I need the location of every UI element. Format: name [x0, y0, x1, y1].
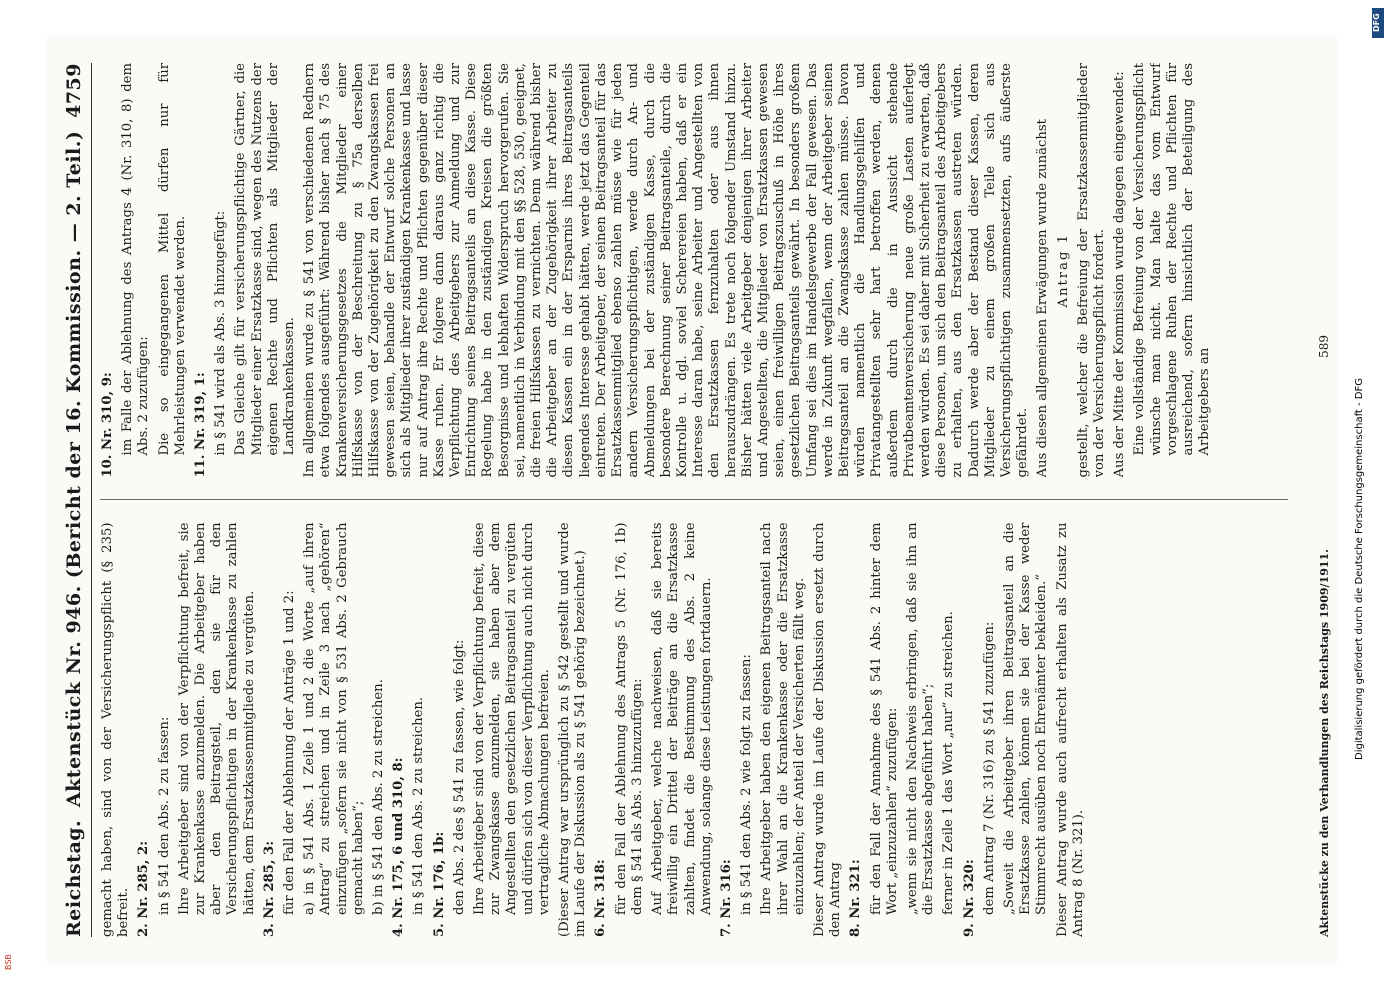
paragraph: „wenn sie nicht den Nachweis erbringen, daß sie ihn an die Ersatzkasse abgeführt haben“; — [904, 522, 937, 915]
footer-page-signature: 589 — [1317, 335, 1331, 358]
paragraph: Aus diesen allgemeinen Erwägungen wurde zunächst — [1035, 119, 1051, 478]
paragraph: ferner in Zeile 1 das Wort „nur“ zu streichen. — [941, 611, 957, 915]
paragraph: 5. Nr. 176, 1b: — [431, 831, 447, 937]
paragraph: „Soweit die Arbeitgeber ihren Beitragsanteil an die Ersatzkasse zahlen, können sie bei der Kasse weder Stimmrecht ausüben noch Ehrenämter bekleiden.“ — [1001, 522, 1050, 915]
paragraph: in § 541 wird als Abs. 3 hinzugefügt: — [213, 210, 229, 456]
paragraph: 6. Nr. 318: — [593, 859, 609, 937]
paragraph: 11. Nr. 319, 1: — [193, 372, 209, 478]
paragraph: 9. Nr. 320: — [961, 859, 977, 937]
paragraph: 7. Nr. 316: — [718, 859, 734, 937]
paragraph: 10. Nr. 310, 9: — [100, 372, 115, 478]
dfg-logo: DFG — [1372, 8, 1384, 38]
rotated-document-page — [47, 35, 1337, 965]
paragraph: Antrag 1 — [1055, 233, 1071, 308]
paragraph: für den Fall der Annahme des § 541 Abs. 2 hinter dem Wort „einzuzahlen“ zuzufügen: — [868, 522, 900, 915]
paragraph: b) in § 541 den Abs. 2 zu streichen. — [371, 679, 387, 915]
paragraph: Ihre Arbeitgeber sind von der Verpflichtung befreit, sie zur Krankenkasse anzumelden. Die Arbeitgeber haben aber den Beitragsteil, den sie für den Versicherungspflichtigen in der Krankenkasse zu zahlen hätten, dem Ersatzkassenmitgliede zu vergüten. — [176, 522, 257, 915]
paragraph: Das Gleiche gilt für versicherungspflichtige Gärtner, die Mitglieder einer Ersatzkasse sind, wegen des Nutzens der eigenen Rechte und Pflichten als Mitglieder der Landkrankenkassen. — [233, 63, 298, 456]
scan-id: BSB — [4, 954, 13, 970]
dfg-credit-text: Digitalisierung gefördert durch die Deutsche Forschungsgemeinschaft - DFG — [1354, 377, 1365, 760]
paragraph: im Falle der Ablehnung des Antrags 4 (Nr. 310, 8) dem Abs. 2 zuzufügen: — [120, 63, 152, 456]
paragraph: Dieser Antrag wurde im Laufe der Diskussion ersetzt durch den Antrag — [811, 522, 844, 937]
column-divider — [100, 500, 1288, 501]
footer-left: Aktenstücke zu den Verhandlungen des Reichstags 1909/1911. — [1318, 549, 1331, 937]
paragraph: a) in § 541 Abs. 1 Zeile 1 und 2 die Worte „auf ihren Antrag“ zu streichen und in Zeile 3 nach „gehören“ einzufügen „sofern sie nicht von § 531 Abs. 2 Gebrauch gemacht haben“; — [302, 522, 366, 915]
paragraph: den Abs. 2 des § 541 zu fassen, wie folgt: — [451, 639, 467, 915]
paragraph: 2. Nr. 285, 2: — [136, 840, 152, 937]
paragraph: 8. Nr. 321: — [848, 859, 864, 937]
paragraph: Ihre Arbeitgeber sind von der Verpflichtung befreit, diese zur Zwangskasse anzumelden, sie haben aber dem Angestellten den gesetzlichen Beitragsanteil zu vergüten und dürfen sich von dieser Verpflichtung auch nicht durch vertragliche Abmachungen befreien. — [472, 522, 552, 915]
paragraph: in § 541 den Abs. 2 zu fassen: — [156, 716, 172, 915]
paragraph: Aus der Mitte der Kommission wurde dagegen eingewendet: — [1112, 71, 1128, 478]
paragraph: gemacht haben, sind von der Versicherungspflicht (§ 235) befreit. — [100, 522, 132, 937]
paragraph: Ihre Arbeitgeber haben den eigenen Beitragsanteil nach ihrer Wahl an die Krankenkasse oder die Ersatzkasse einzuzahlen; der Anteil der Versicherten fällt weg. — [759, 522, 807, 915]
paragraph: in § 541 den Abs. 2 zu streichen. — [411, 696, 427, 915]
paragraph: in § 541 den Abs. 2 wie folgt zu fassen: — [739, 654, 755, 915]
header-left: Reichstag. — [63, 819, 85, 937]
paragraph: 4. Nr. 175, 6 und 310, 8: — [391, 757, 407, 937]
paragraph: gestellt, welcher die Befreiung der Ersatzkassenmitglieder von der Versicherungspflicht fordert. — [1075, 63, 1107, 478]
left-column — [100, 523, 1288, 938]
header-title: Aktenstück Nr. 946. (Bericht der 16. Kommission. — 2. Teil.) — [63, 130, 85, 808]
paragraph: für den Fall der Ablehnung der Anträge 1 und 2: — [282, 590, 298, 915]
paragraph: für den Fall der Ablehnung des Antrags 5 (Nr. 176, 1b) dem § 541 als Abs. 3 hinzuzufügen: — [613, 522, 645, 915]
paragraph: 3. Nr. 285, 3: — [261, 840, 277, 937]
paragraph: Eine vollständige Befreiung von der Versicherungspflicht wünsche man nicht. Man halte das vom Entwurf vorgeschlagene Ruhen der Rechte und Pflichten für ausreichend, sofern hinsichtlich der Beteiligung des Arbeitgebers an — [1132, 63, 1213, 456]
paragraph: Dieser Antrag wurde auch aufrecht erhalten als Zusatz zu Antrag 8 (Nr. 321). — [1054, 522, 1086, 937]
right-column — [100, 63, 1288, 478]
text-columns — [100, 63, 1288, 937]
page-number: 4759 — [63, 63, 85, 118]
dfg-credit — [1354, 377, 1366, 760]
paragraph: Auf Arbeitgeber, welche nachweisen, daß sie bereits freiwillig ein Drittel der Beiträge an die Ersatzkasse zahlten, findet die Bestimmung des Abs. 2 keine Anwendung, solange diese Leistungen fortdauern. — [650, 522, 714, 915]
paragraph: dem Antrag 7 (Nr. 316) zu § 541 zuzufügen: — [981, 621, 997, 915]
paragraph: Im allgemeinen wurde zu § 541 von verschiedenen Rednern etwa folgendes ausgeführt: Während bisher nach § 75 des Krankenversicherungsgesetzes die Mitglieder einer Hilfskasse von der Beschreitung zu § 75a derselben Hilfskasse von der Zugehörigkeit zu den Zwangskassen frei gewesen seien, behandle der Entwurf solche Personen an sich als Mitglieder ihrer zuständigen Krankenkasse und lasse nur auf Antrag ihre Rechte und Pflichten gegenüber dieser Kasse ruhen. Er folgere dann daraus ganz richtig die Verpflichtung des Arbeitgebers zur Anmeldung und zur Entrichtung seines Beitragsanteils an diese Kasse. Diese Regelung habe in den zuständigen Kreisen die größten Besorgnisse und lebhaften Widerspruch hervorgerufen. Sie sei, namentlich in Verbindung mit den §§ 528, 530, geeignet, die freien Hilfskassen zu vernichten. Denn während bisher die Arbeitgeber an der Zugehörigkeit ihrer Arbeiter zu diesen Kassen ein in der Ersparnis ihres Beitragsanteils liegendes Interesse gehabt hätten, werde jetzt das Gegenteil eintreten. Der Arbeitgeber, der seinen Beitragsanteil für das Ersatzkassenmitglied ebenso zahlen müsse wie für jeden andern Versicherungspflichtigen, werde durch An- und Abmeldungen bei der zuständigen Kasse, durch die besondere Berechnung seiner Beitragsanteile, durch die Kontrolle u. dgl. soviel Scherereien haben, daß er ein Interesse daran habe, seine Arbeiter und Angestellten von den Ersatzkassen fernzuhalten oder aus ihnen herauszudrängen. Es trete noch folgender Umstand hinzu. Bisher hätten viele Arbeitgeber denjenigen ihrer Arbeiter und Angestellten, die Mitglieder von Ersatzkassen gewesen seien, einen freiwilligen Beitragszuschuß in Höhe ihres gesetzlichen Beitragsanteils gewährt. In besonders großem Umfang sei dies im Handelsgewerbe der Fall gewesen. Das werde in Zukunft wegfallen, wenn der Arbeitgeber seinen Beitragsanteil an die Zwangskasse zahlen müsse. Davon würden namentlich die Handlungsgehilfen und Privatangestellten sehr hart betroffen werden, denen außerdem durch die in Aussicht stehende Privatbeamtenversicherung neue große Lasten auferlegt werden würden. Es sei daher mit Sicherheit zu erwarten, daß diese Personen, um sich den Beitragsanteil des Arbeitgebers zu erhalten, aus den Ersatzkassen austreten würden. Dadurch werde aber der Bestand dieser Kassen, deren Mitglieder zu einem großen Teile sich aus Versicherungspflichtigen zusammensetzten, aufs äußerste gefährdet. — [302, 63, 1031, 478]
paragraph: Die so eingegangenen Mittel dürfen nur für Mehrleistungen verwendet werden. — [156, 63, 188, 456]
paragraph: (Dieser Antrag war ursprünglich zu § 542 gestellt und wurde im Laufe der Diskussion als zu § 541 gehörig bezeichnet.) — [557, 522, 589, 937]
page-header — [63, 63, 92, 937]
